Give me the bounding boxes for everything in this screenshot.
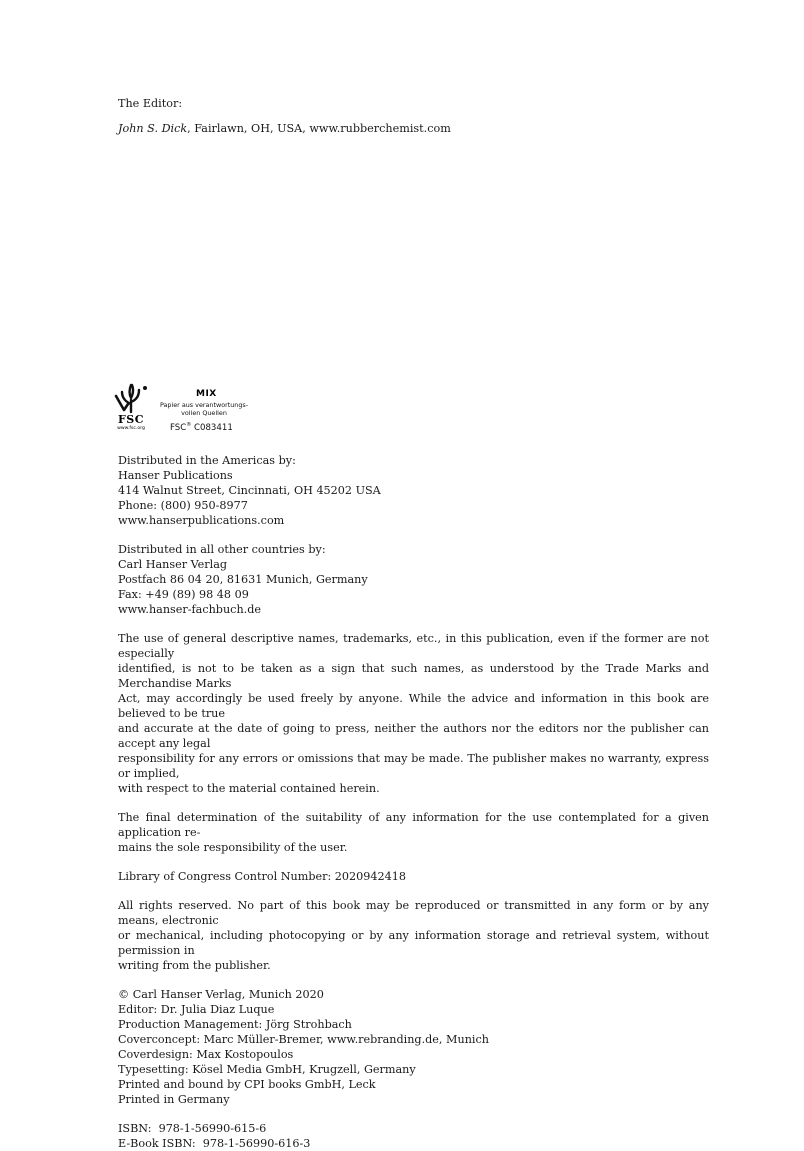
other-line: Postfach 86 04 20, 81631 Munich, Germany <box>118 573 368 586</box>
disclaimer-line: and accurate at the date of going to press, neither the authors nor the editors nor the publisher can accept any legal <box>118 722 709 750</box>
fsc-tree-icon <box>112 382 150 434</box>
americas-block <box>118 453 709 528</box>
loc-number: Library of Congress Control Number: 2020942418 <box>118 870 406 883</box>
americas-line: 414 Walnut Street, Cincinnati, OH 45202 USA <box>118 484 381 497</box>
disclaimer-line: The use of general descriptive names, trademarks, etc., in this publication, even if the former are not especially <box>118 632 709 660</box>
disclaimer-paragraph <box>118 631 709 796</box>
fsc-mix-label: MIX <box>196 389 217 399</box>
credit-line: Production Management: Jörg Strohbach <box>118 1018 352 1031</box>
fsc-subtitle <box>156 402 252 417</box>
fsc-subtitle-line-2: vollen Quellen <box>181 408 227 417</box>
suitability-line: The final determination of the suitability of any information for the use contemplated for a given application re- <box>118 811 709 839</box>
credit-line: © Carl Hanser Verlag, Munich 2020 <box>118 988 324 1001</box>
isbn-print: ISBN: 978-1-56990-615-6 <box>118 1122 267 1135</box>
imprint-body <box>118 453 709 1151</box>
credit-line: Printed in Germany <box>118 1093 230 1106</box>
fsc-logo <box>112 382 272 434</box>
other-line: www.hanser-fachbuch.de <box>118 603 261 616</box>
editor-name: John S. Dick <box>118 122 188 135</box>
suitability-paragraph <box>118 810 709 855</box>
fsc-logo-url: www.fsc.org <box>117 426 145 431</box>
fsc-logo-text: FSC <box>117 413 144 426</box>
isbn-block <box>118 1121 709 1151</box>
other-countries-block <box>118 542 709 617</box>
fsc-code-number: C083411 <box>193 422 233 433</box>
fsc-code: FSC® C083411 <box>170 422 233 433</box>
disclaimer-line: responsibility for any errors or omissions that may be made. The publisher makes no warranty, express or implied, <box>118 752 709 780</box>
disclaimer-line: with respect to the material contained herein. <box>118 782 380 795</box>
disclaimer-line: Act, may accordingly be used freely by anyone. While the advice and information in this book are believed to be true <box>118 692 709 720</box>
fsc-subtitle-line-1: Papier aus verantwortungs- <box>159 401 249 409</box>
americas-line: Phone: (800) 950-8977 <box>118 499 248 512</box>
rights-line: All rights reserved. No part of this book may be reproduced or transmitted in any form or by any means, electronic <box>118 899 709 927</box>
editor-section <box>118 96 709 136</box>
editor-heading: The Editor: <box>118 97 183 110</box>
rights-line: or mechanical, including photocopying or by any information storage and retrieval system, without permission in <box>118 929 709 957</box>
loc-line <box>118 869 709 884</box>
rights-paragraph <box>118 898 709 973</box>
fsc-code-prefix: FSC <box>170 422 187 433</box>
americas-heading: Distributed in the Americas by: <box>118 454 296 467</box>
americas-line: www.hanserpublications.com <box>118 514 285 527</box>
other-line: Carl Hanser Verlag <box>118 558 228 571</box>
credit-line: Coverconcept: Marc Müller-Bremer, www.rebranding.de, Munich <box>118 1033 489 1046</box>
credit-line: Printed and bound by CPI books GmbH, Leck <box>118 1078 376 1091</box>
other-line: Fax: +49 (89) 98 48 09 <box>118 588 249 601</box>
rights-line: writing from the publisher. <box>118 959 271 972</box>
editor-details: , Fairlawn, OH, USA, www.rubberchemist.com <box>187 122 451 135</box>
disclaimer-line: identified, is not to be taken as a sign that such names, as understood by the Trade Marks and Merchandise Marks <box>118 662 709 690</box>
credit-line: Typesetting: Kösel Media GmbH, Krugzell, Germany <box>118 1063 416 1076</box>
suitability-line: mains the sole responsibility of the user. <box>118 841 348 854</box>
editor-line <box>118 121 709 136</box>
isbn-ebook: E-Book ISBN: 978-1-56990-616-3 <box>118 1137 311 1150</box>
americas-line: Hanser Publications <box>118 469 233 482</box>
credit-line: Coverdesign: Max Kostopoulos <box>118 1048 294 1061</box>
other-heading: Distributed in all other countries by: <box>118 543 326 556</box>
credits-block <box>118 987 709 1107</box>
credit-line: Editor: Dr. Julia Diaz Luque <box>118 1003 275 1016</box>
